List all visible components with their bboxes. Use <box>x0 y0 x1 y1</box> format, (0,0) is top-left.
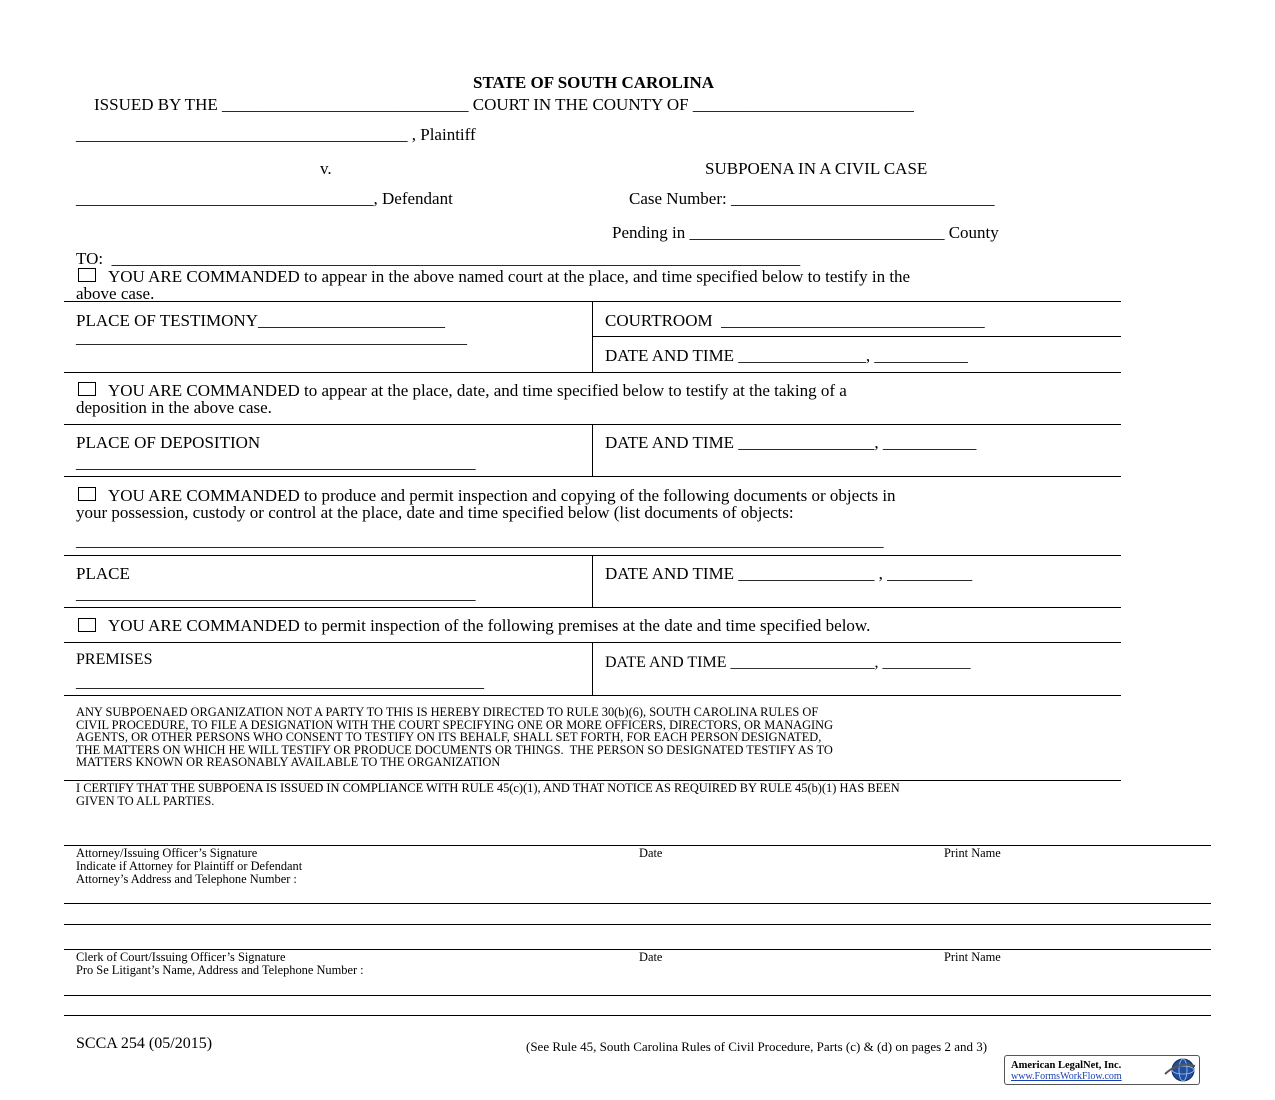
subpoena-title: SUBPOENA IN A CIVIL CASE <box>705 159 928 178</box>
courtroom-field[interactable]: COURTROOM _______________________________ <box>605 311 985 330</box>
attorney-date-label: Date <box>639 846 663 860</box>
attorney-print-name-label: Print Name <box>944 846 1001 860</box>
documents-list-field[interactable]: _______________________________________________________________________________________________ <box>76 531 884 550</box>
documents-date-time-field[interactable]: DATE AND TIME ________________ , __________ <box>605 564 973 583</box>
premises-checkbox[interactable] <box>78 618 96 632</box>
testify-checkbox[interactable] <box>78 268 96 282</box>
organization-notice-line: MATTERS KNOWN OR REASONABLY AVAILABLE TO THE ORGANIZATION <box>76 755 501 769</box>
plaintiff-field[interactable]: _______________________________________ , Plaintiff <box>76 125 476 144</box>
form-id: SCCA 254 (05/2015) <box>76 1035 213 1052</box>
issued-by-line[interactable]: ISSUED BY THE _____________________________ COURT IN THE COUNTY OF __________________________ <box>94 95 914 114</box>
defendant-field[interactable]: ___________________________________, Defendant <box>76 189 453 208</box>
case-number-field[interactable]: Case Number: _______________________________ <box>629 189 995 208</box>
attorney-party-label: Indicate if Attorney for Plaintiff or Defendant <box>76 859 303 873</box>
column-divider <box>592 555 593 607</box>
certify-notice-line: I CERTIFY THAT THE SUBPOENA IS ISSUED IN COMPLIANCE WITH RULE 45(c)(1), AND THAT NOTICE AS REQUIRED BY RULE 45(b)(1) HAS BEEN <box>76 781 900 795</box>
publisher-logo[interactable] <box>1004 1055 1200 1085</box>
publisher-url[interactable]: www.FormsWorkFlow.com <box>1011 1071 1122 1082</box>
documents-place-label: PLACE <box>76 564 130 583</box>
organization-notice-line: CIVIL PROCEDURE, TO FILE A DESIGNATION WITH THE COURT SPECIFYING ONE OR MORE OFFICERS, DIRECTORS, OR MANAGING <box>76 717 834 732</box>
divider <box>64 607 1121 608</box>
attorney-address-line[interactable] <box>64 903 1211 904</box>
place-of-testimony-field[interactable]: PLACE OF TESTIMONY______________________ <box>76 311 445 330</box>
place-of-deposition-field[interactable]: _______________________________________________ <box>76 453 476 472</box>
attorney-address-line[interactable] <box>64 924 1211 925</box>
column-divider <box>592 642 593 695</box>
clerk-print-name-label: Print Name <box>944 950 1001 964</box>
premises-field[interactable]: ________________________________________________ <box>76 672 484 691</box>
pending-in-field[interactable]: Pending in ______________________________ County <box>612 223 999 242</box>
clerk-date-label: Date <box>639 950 663 964</box>
documents-checkbox[interactable] <box>78 487 96 501</box>
to-field[interactable]: TO: _________________________________________________________________________________ <box>76 249 801 268</box>
divider <box>64 695 1121 696</box>
deposition-command-line1: YOU ARE COMMANDED to appear at the place, date, and time specified below to testify at the taking of a <box>108 381 847 400</box>
publisher-name: American LegalNet, Inc. <box>1011 1060 1122 1071</box>
certify-notice-line: GIVEN TO ALL PARTIES. <box>76 793 215 808</box>
premises-command-line1: YOU ARE COMMANDED to permit inspection of the following premises at the date and time specified below. <box>108 616 871 635</box>
premises-label: PREMISES <box>76 651 153 668</box>
documents-command-line1: YOU ARE COMMANDED to produce and permit inspection and copying of the following documents or objects in <box>108 486 896 505</box>
pro-se-address-line[interactable] <box>64 1015 1211 1016</box>
deposition-date-time-field[interactable]: DATE AND TIME ________________, ___________ <box>605 433 977 452</box>
attorney-address-label: Attorney’s Address and Telephone Number : <box>76 872 297 886</box>
organization-notice-line: AGENTS, OR OTHER PERSONS WHO CONSENT TO TESTIFY ON ITS BEHALF, SHALL SET FORTH, FOR EACH PERSON DESIGNATED, <box>76 730 822 744</box>
globe-icon <box>1161 1057 1197 1083</box>
place-of-testimony-line2[interactable]: ______________________________________________ <box>76 328 467 347</box>
place-of-deposition-label: PLACE OF DEPOSITION <box>76 433 261 452</box>
testify-command-line1: YOU ARE COMMANDED to appear in the above named court at the place, and time specified below to testify in the <box>108 267 911 286</box>
pro-se-litigant-label: Pro Se Litigant’s Name, Address and Telephone Number : <box>76 963 364 977</box>
documents-command-line2: your possession, custody or control at the place, date and time specified below (list documents of objects: <box>76 503 794 522</box>
organization-notice-line: ANY SUBPOENAED ORGANIZATION NOT A PARTY TO THIS IS HEREBY DIRECTED TO RULE 30(b)(6), SOUTH CAROLINA RULES OF <box>76 705 819 719</box>
organization-notice-line: THE MATTERS ON WHICH HE WILL TESTIFY OR PRODUCE DOCUMENTS OR THINGS. THE PERSON SO DESIGNATED TESTIFY AS TO <box>76 742 833 757</box>
deposition-checkbox[interactable] <box>78 382 96 396</box>
divider <box>64 476 1121 477</box>
divider <box>64 372 1121 373</box>
testify-command-line2: above case. <box>76 284 155 303</box>
rule-reference: (See Rule 45, South Carolina Rules of Civil Procedure, Parts (c) & (d) on pages 2 and 3) <box>526 1039 988 1054</box>
pro-se-address-line[interactable] <box>64 995 1211 996</box>
versus-label: v. <box>320 159 332 178</box>
state-title: STATE OF SOUTH CAROLINA <box>473 73 715 92</box>
testimony-date-time-field[interactable]: DATE AND TIME _______________, ___________ <box>605 346 968 365</box>
deposition-command-line2: deposition in the above case. <box>76 398 272 417</box>
clerk-signature-label: Clerk of Court/Issuing Officer’s Signature <box>76 950 286 964</box>
documents-place-field[interactable]: _______________________________________________ <box>76 584 476 603</box>
attorney-signature-label: Attorney/Issuing Officer’s Signature <box>76 846 258 860</box>
premises-date-time-field[interactable]: DATE AND TIME __________________, ___________ <box>605 654 971 671</box>
column-divider <box>592 424 593 476</box>
divider <box>592 336 1121 337</box>
